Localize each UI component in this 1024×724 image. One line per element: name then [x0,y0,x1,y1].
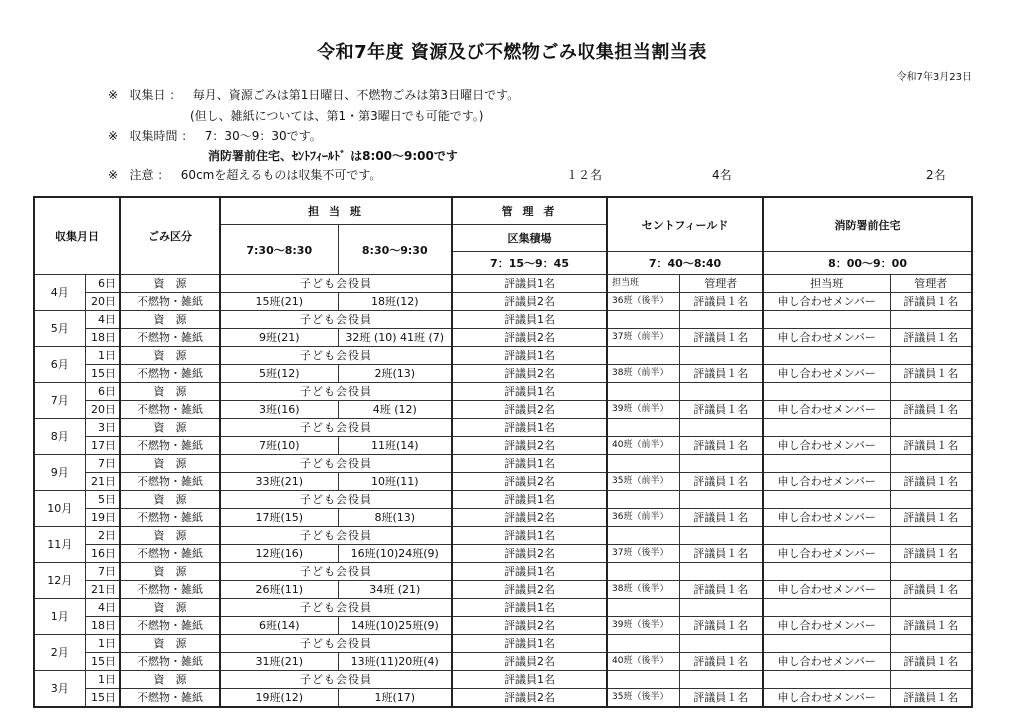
category-cell: 資 源 [120,311,220,329]
saint-field-manager-cell [679,599,763,617]
saint-field-manager-cell [679,455,763,473]
month-cell: 6月 [34,347,85,383]
kushu-manager-cell: 評議員1名 [452,599,607,617]
kushu-manager-cell: 評議員2名 [452,617,607,635]
header-kushu: 区集積場 [452,225,607,252]
header-month-day: 収集月日 [34,197,120,275]
saint-field-manager-cell [679,311,763,329]
shobo-manager-cell: 評議員１名 [890,653,972,671]
child-committee-cell: 子ども会役員 [220,275,452,293]
category-cell: 不燃物・雑紙 [120,653,220,671]
group-730-cell: 12班(16) [220,545,338,563]
count-shobo: 2名 [926,168,946,182]
table-row [34,347,972,365]
table-row [34,401,972,419]
saint-field-group-cell [607,383,679,401]
saint-field-manager-cell [679,563,763,581]
shobo-group-cell [763,455,890,473]
shobo-group-cell: 申し合わせメンバー [763,509,890,527]
saint-field-manager-cell: 評議員１名 [679,365,763,383]
saint-field-group-cell [607,419,679,437]
saint-field-group-cell: 37班（後半） [607,545,679,563]
group-830-cell: 32班 (10) 41班 (7) [338,329,452,347]
kushu-manager-cell: 評議員2名 [452,329,607,347]
category-cell: 不燃物・雑紙 [120,545,220,563]
group-730-cell: 26班(11) [220,581,338,599]
shobo-manager-cell: 評議員１名 [890,581,972,599]
shobo-manager-cell [890,527,972,545]
table-row [34,437,972,455]
saint-field-manager-cell [679,635,763,653]
kushu-manager-cell: 評議員1名 [452,383,607,401]
table-row [34,581,972,599]
shobo-group-cell: 申し合わせメンバー [763,653,890,671]
table-row [34,383,972,401]
shobo-group-cell: 申し合わせメンバー [763,473,890,491]
group-730-cell: 33班(21) [220,473,338,491]
group-730-cell: 17班(15) [220,509,338,527]
header-time1: 7:30～8:30 [220,225,338,275]
shobo-manager-cell: 評議員１名 [890,401,972,419]
table-row [34,617,972,635]
day-cell: 1日 [85,347,120,365]
saint-field-manager-cell: 評議員１名 [679,617,763,635]
child-committee-cell: 子ども会役員 [220,491,452,509]
shobo-manager-cell [890,635,972,653]
day-cell: 6日 [85,275,120,293]
day-cell: 16日 [85,545,120,563]
group-830-cell: 4班 (12) [338,401,452,419]
day-cell: 4日 [85,311,120,329]
table-row [34,545,972,563]
category-cell: 資 源 [120,347,220,365]
saint-field-manager-cell: 評議員１名 [679,293,763,311]
kushu-manager-cell: 評議員2名 [452,545,607,563]
category-cell: 資 源 [120,671,220,689]
day-cell: 21日 [85,473,120,491]
month-cell: 8月 [34,419,85,455]
header-tanto-han: 担 当 班 [220,197,452,225]
month-cell: 2月 [34,635,85,671]
kushu-manager-cell: 評議員1名 [452,455,607,473]
shobo-manager-cell [890,671,972,689]
saint-field-subheader-kanri: 管理者 [679,275,763,293]
month-cell: 9月 [34,455,85,491]
day-cell: 15日 [85,365,120,383]
category-cell: 資 源 [120,275,220,293]
day-cell: 2日 [85,527,120,545]
category-cell: 資 源 [120,491,220,509]
day-cell: 19日 [85,509,120,527]
day-cell: 15日 [85,689,120,708]
saint-field-group-cell [607,563,679,581]
table-row [34,455,972,473]
child-committee-cell: 子ども会役員 [220,419,452,437]
saint-field-group-cell: 38班（前半） [607,365,679,383]
group-830-cell: 1班(17) [338,689,452,708]
table-row [34,671,972,689]
group-830-cell: 18班(12) [338,293,452,311]
group-830-cell: 2班(13) [338,365,452,383]
kushu-manager-cell: 評議員1名 [452,311,607,329]
saint-field-manager-cell: 評議員１名 [679,689,763,708]
shobo-manager-cell: 評議員１名 [890,437,972,455]
saint-field-group-cell: 39班（前半） [607,401,679,419]
child-committee-cell: 子ども会役員 [220,347,452,365]
shobo-manager-cell [890,419,972,437]
kushu-manager-cell: 評議員1名 [452,347,607,365]
day-cell: 4日 [85,599,120,617]
child-committee-cell: 子ども会役員 [220,599,452,617]
category-cell: 不燃物・雑紙 [120,473,220,491]
shobo-group-cell [763,311,890,329]
group-830-cell: 8班(13) [338,509,452,527]
shobo-group-cell: 申し合わせメンバー [763,689,890,708]
saint-field-manager-cell: 評議員１名 [679,401,763,419]
category-cell: 不燃物・雑紙 [120,437,220,455]
kushu-manager-cell: 評議員2名 [452,473,607,491]
table-row [34,635,972,653]
category-cell: 資 源 [120,635,220,653]
shobo-group-cell: 申し合わせメンバー [763,617,890,635]
group-730-cell: 7班(10) [220,437,338,455]
day-cell: 3日 [85,419,120,437]
day-cell: 20日 [85,401,120,419]
saint-field-manager-cell: 評議員１名 [679,581,763,599]
month-cell: 5月 [34,311,85,347]
saint-field-group-cell: 38班（後半） [607,581,679,599]
category-cell: 不燃物・雑紙 [120,401,220,419]
table-row [34,275,972,293]
shobo-group-cell [763,671,890,689]
category-cell: 不燃物・雑紙 [120,329,220,347]
day-cell: 21日 [85,581,120,599]
table-row [34,293,972,311]
kushu-manager-cell: 評議員2名 [452,401,607,419]
kushu-manager-cell: 評議員2名 [452,365,607,383]
day-cell: 6日 [85,383,120,401]
category-cell: 資 源 [120,419,220,437]
shobo-group-cell: 申し合わせメンバー [763,293,890,311]
group-830-cell: 34班 (21) [338,581,452,599]
kushu-manager-cell: 評議員1名 [452,527,607,545]
day-cell: 1日 [85,671,120,689]
header-saint-time: 7：40～8:40 [607,252,763,275]
saint-field-group-cell: 39班（後半） [607,617,679,635]
month-cell: 12月 [34,563,85,599]
category-cell: 資 源 [120,527,220,545]
shobo-group-cell: 申し合わせメンバー [763,329,890,347]
shobo-group-cell [763,491,890,509]
day-cell: 7日 [85,455,120,473]
day-cell: 7日 [85,563,120,581]
month-cell: 11月 [34,527,85,563]
shobo-manager-cell: 評議員１名 [890,689,972,708]
kushu-manager-cell: 評議員1名 [452,419,607,437]
shobo-group-cell [763,635,890,653]
kushu-manager-cell: 評議員1名 [452,563,607,581]
shobo-manager-cell: 評議員１名 [890,329,972,347]
group-730-cell: 5班(12) [220,365,338,383]
header-category: ごみ区分 [120,197,220,275]
shobo-manager-cell [890,599,972,617]
header-saint-field: セントフィールド [607,197,763,252]
shobo-manager-cell: 評議員１名 [890,365,972,383]
note-collection-time-sub: 消防署前住宅、ｾﾝﾄﾌｨｰﾙﾄﾞ は8:00～9:00です [208,149,458,163]
saint-field-manager-cell: 評議員１名 [679,437,763,455]
shobo-group-cell [763,383,890,401]
kushu-manager-cell: 評議員2名 [452,689,607,708]
saint-field-subheader-tanto: 担当班 [607,275,679,293]
note-collection-time: ※ 収集時間 ： 7：30～9：30です。 [108,129,322,143]
child-committee-cell: 子ども会役員 [220,383,452,401]
kushu-manager-cell: 評議員1名 [452,671,607,689]
shobo-manager-cell: 評議員１名 [890,473,972,491]
shobo-manager-cell [890,563,972,581]
saint-field-group-cell: 40班（前半） [607,437,679,455]
shobo-group-cell: 申し合わせメンバー [763,401,890,419]
saint-field-group-cell: 35班（後半） [607,689,679,708]
header-shobo-time: 8：00～9：00 [763,252,972,275]
day-cell: 1日 [85,635,120,653]
shobo-subheader-tanto: 担当班 [763,275,890,293]
shobo-manager-cell [890,347,972,365]
group-830-cell: 10班(11) [338,473,452,491]
day-cell: 18日 [85,329,120,347]
child-committee-cell: 子ども会役員 [220,527,452,545]
saint-field-manager-cell: 評議員１名 [679,545,763,563]
table-row [34,473,972,491]
category-cell: 不燃物・雑紙 [120,581,220,599]
saint-field-group-cell [607,491,679,509]
kushu-manager-cell: 評議員2名 [452,437,607,455]
table-row [34,689,972,708]
category-cell: 不燃物・雑紙 [120,689,220,708]
shobo-group-cell: 申し合わせメンバー [763,545,890,563]
count-kushu: １２名 [566,168,603,182]
saint-field-manager-cell [679,527,763,545]
saint-field-manager-cell [679,347,763,365]
saint-field-group-cell: 37班（前半） [607,329,679,347]
child-committee-cell: 子ども会役員 [220,455,452,473]
group-730-cell: 31班(21) [220,653,338,671]
kushu-manager-cell: 評議員2名 [452,653,607,671]
month-cell: 10月 [34,491,85,527]
group-830-cell: 11班(14) [338,437,452,455]
table-row [34,365,972,383]
day-cell: 5日 [85,491,120,509]
count-saint-field: 4名 [712,168,732,182]
shobo-manager-cell [890,491,972,509]
shobo-group-cell [763,599,890,617]
note-collection-day-sub: (但し、雑紙については、第1・第3曜日でも可能です。) [190,109,484,123]
category-cell: 資 源 [120,599,220,617]
kushu-manager-cell: 評議員2名 [452,293,607,311]
month-cell: 4月 [34,275,85,311]
shobo-group-cell: 申し合わせメンバー [763,437,890,455]
child-committee-cell: 子ども会役員 [220,311,452,329]
shobo-group-cell [763,347,890,365]
category-cell: 資 源 [120,563,220,581]
saint-field-manager-cell: 評議員１名 [679,473,763,491]
table-row [34,509,972,527]
group-730-cell: 6班(14) [220,617,338,635]
document-date: 令和7年3月23日 [896,72,972,83]
group-730-cell: 3班(16) [220,401,338,419]
shobo-group-cell [763,419,890,437]
table-row [34,329,972,347]
schedule-table [33,196,973,708]
shobo-group-cell: 申し合わせメンバー [763,365,890,383]
group-730-cell: 15班(21) [220,293,338,311]
day-cell: 17日 [85,437,120,455]
shobo-group-cell [763,563,890,581]
kushu-manager-cell: 評議員1名 [452,635,607,653]
shobo-group-cell: 申し合わせメンバー [763,581,890,599]
saint-field-group-cell [607,599,679,617]
table-row [34,311,972,329]
saint-field-manager-cell [679,383,763,401]
day-cell: 20日 [85,293,120,311]
shobo-manager-cell: 評議員１名 [890,293,972,311]
category-cell: 不燃物・雑紙 [120,617,220,635]
table-row [34,653,972,671]
table-row [34,527,972,545]
saint-field-group-cell [607,635,679,653]
group-830-cell: 13班(11)20班(4) [338,653,452,671]
group-830-cell: 14班(10)25班(9) [338,617,452,635]
shobo-subheader-kanri: 管理者 [890,275,972,293]
schedule-body [34,275,972,708]
child-committee-cell: 子ども会役員 [220,635,452,653]
month-cell: 7月 [34,383,85,419]
child-committee-cell: 子ども会役員 [220,563,452,581]
group-830-cell: 16班(10)24班(9) [338,545,452,563]
category-cell: 不燃物・雑紙 [120,293,220,311]
saint-field-group-cell [607,671,679,689]
table-row [34,599,972,617]
group-730-cell: 9班(21) [220,329,338,347]
category-cell: 資 源 [120,383,220,401]
table-row [34,491,972,509]
note-collection-day: ※ 収集日 ： 毎月、資源ごみは第1日曜日、不燃物ごみは第3日曜日です。 [108,88,520,102]
shobo-manager-cell: 評議員１名 [890,617,972,635]
shobo-manager-cell: 評議員１名 [890,509,972,527]
saint-field-group-cell [607,527,679,545]
saint-field-manager-cell: 評議員１名 [679,329,763,347]
saint-field-group-cell: 40班（後半） [607,653,679,671]
table-row [34,563,972,581]
kushu-manager-cell: 評議員2名 [452,509,607,527]
category-cell: 資 源 [120,455,220,473]
saint-field-manager-cell [679,491,763,509]
day-cell: 15日 [85,653,120,671]
saint-field-group-cell: 35班（前半） [607,473,679,491]
month-cell: 3月 [34,671,85,708]
kushu-manager-cell: 評議員1名 [452,491,607,509]
shobo-group-cell [763,527,890,545]
group-730-cell: 19班(12) [220,689,338,708]
saint-field-group-cell: 36班（前半） [607,509,679,527]
month-cell: 1月 [34,599,85,635]
header-shobo: 消防署前住宅 [763,197,972,252]
saint-field-group-cell [607,311,679,329]
note-caution: ※ 注意 ： 60cmを超えるものは収集不可です。 [108,168,382,182]
kushu-manager-cell: 評議員2名 [452,581,607,599]
saint-field-manager-cell: 評議員１名 [679,509,763,527]
kushu-manager-cell: 評議員1名 [452,275,607,293]
header-kanrisha: 管 理 者 [452,197,607,225]
category-cell: 不燃物・雑紙 [120,365,220,383]
saint-field-group-cell: 36班（後半） [607,293,679,311]
saint-field-manager-cell [679,419,763,437]
saint-field-group-cell [607,455,679,473]
saint-field-manager-cell: 評議員１名 [679,653,763,671]
page-title: 令和7年度 資源及び不燃物ごみ収集担当割当表 [317,42,707,63]
shobo-manager-cell [890,455,972,473]
header-kushu-time: 7：15～9：45 [452,252,607,275]
child-committee-cell: 子ども会役員 [220,671,452,689]
shobo-manager-cell: 評議員１名 [890,545,972,563]
shobo-manager-cell [890,311,972,329]
table-row [34,419,972,437]
saint-field-manager-cell [679,671,763,689]
day-cell: 18日 [85,617,120,635]
saint-field-group-cell [607,347,679,365]
header-time2: 8:30～9:30 [338,225,452,275]
category-cell: 不燃物・雑紙 [120,509,220,527]
shobo-manager-cell [890,383,972,401]
